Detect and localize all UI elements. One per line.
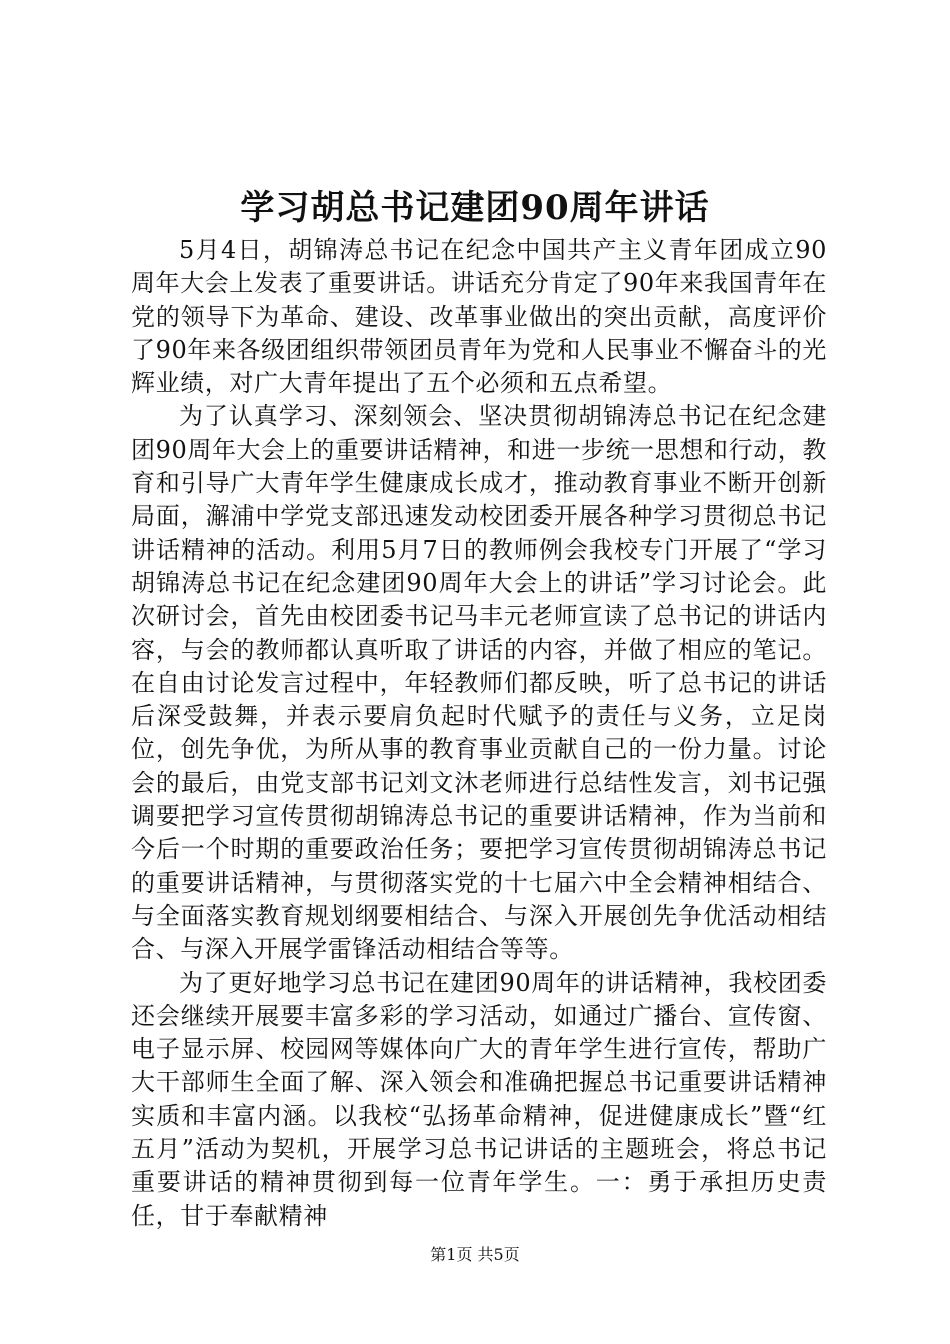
- document-body: [131, 234, 827, 1233]
- paragraph-1: 5月4日，胡锦涛总书记在纪念中国共产主义青年团成立90周年大会上发表了重要讲话。讲话充分肯定了90年来我国青年在党的领导下为革命、建设、改革事业做出的突出贡献，高度评价了90年来各级团组织带领团员青年为党和人民事业不懈奋斗的光辉业绩，对广大青年提出了五个必须和五点希望。: [131, 236, 827, 398]
- document-title: 学习胡总书记建团90周年讲话: [240, 188, 710, 228]
- paragraph-3: 为了更好地学习总书记在建团90周年的讲话精神，我校团委还会继续开展要丰富多彩的学习活动，如通过广播台、宣传窗、电子显示屏、校园网等媒体向广大的青年学生进行宣传，帮助广大干部师生全面了解、深入领会和准确把握总书记重要讲话精神实质和丰富内涵。以我校“弘扬革命精神，促进健康成长”暨“红五月”活动为契机，开展学习总书记讲话的主题班会，将总书记重要讲话的精神贯彻到每一位青年学生。一：勇于承担历史责任，甘于奉献精神: [131, 968, 827, 1230]
- page-footer: 第1页 共5页: [430, 1245, 520, 1264]
- paragraph-2: 为了认真学习、深刻领会、坚决贯彻胡锦涛总书记在纪念建团90周年大会上的重要讲话精神，和进一步统一思想和行动，教育和引导广大青年学生健康成长成才，推动教育事业不断开创新局面，澥浦中学党支部迅速发动校团委开展各种学习贯彻总书记讲话精神的活动。利用5月7日的教师例会我校专门开展了“学习胡锦涛总书记在纪念建团90周年大会上的讲话”学习讨论会。此次研讨会，首先由校团委书记马丰元老师宣读了总书记的讲话内容，与会的教师都认真听取了讲话的内容，并做了相应的笔记。在自由讨论发言过程中，年轻教师们都反映，听了总书记的讲话后深受鼓舞，并表示要肩负起时代赋予的责任与义务，立足岗位，创先争优，为所从事的教育事业贡献自己的一份力量。讨论会的最后，由党支部书记刘文沐老师进行总结性发言，刘书记强调要把学习宣传贯彻胡锦涛总书记的重要讲话精神，作为当前和今后一个时期的重要政治任务；要把学习宣传贯彻胡锦涛总书记的重要讲话精神，与贯彻落实党的十七届六中全会精神相结合、与全面落实教育规划纲要相结合、与深入开展创先争优活动相结合、与深入开展学雷锋活动相结合等等。: [131, 402, 827, 964]
